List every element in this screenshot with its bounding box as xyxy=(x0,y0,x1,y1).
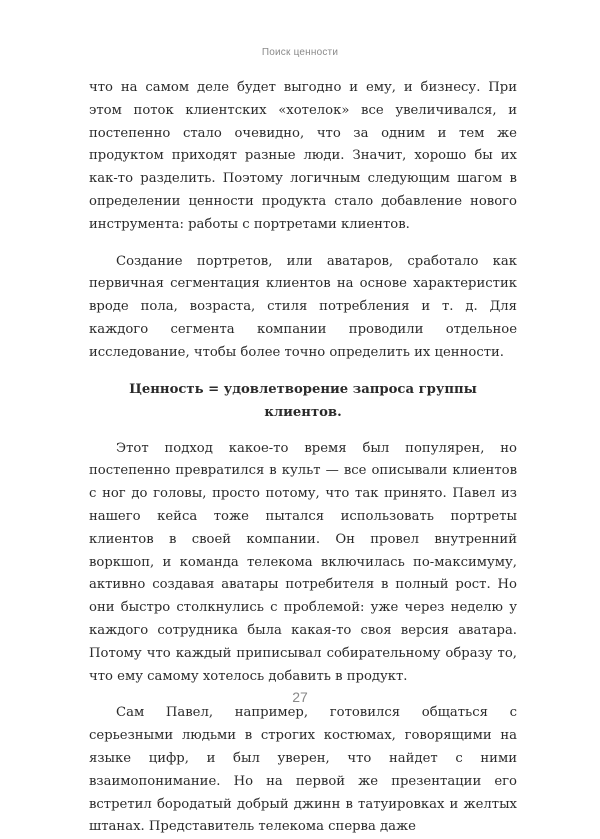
page-number: 27 xyxy=(292,689,308,705)
paragraph-4: Сам Павел, например, готовился общаться с серьезными людьми в строгих костюмах, говорящими на языке цифр, и был уверен, что найдет с ними взаимопонимание. Но на первой же презентации его встретил бородатый добрый джинн в татуировках и желтых штанах. Представитель телекома сперва даже xyxy=(89,705,517,835)
paragraph-3: Этот подход какое-то время был популярен, но постепенно превратился в культ — все описывали клиентов с ног до головы, просто потому, что так принято. Павел из нашего кейса тоже пытался использовать портреты клиентов в своей компании. Он провел внутренний воркшоп, и команда телекома включилась по-максимуму, активно создавая аватары потребителя в полный рост. Но они быстро столкнулись с проблемой: уже через неделю у каждого сотрудника была какая-то своя версия аватара. Потому что каждый приписывал собирательному образу то, что ему самому хотелось добавить в продукт. xyxy=(89,440,517,684)
running-header: Поиск ценности xyxy=(261,47,339,58)
paragraph-1: что на самом деле будет выгодно и ему, и бизнесу. При этом поток клиентских «хотелок» все увеличивался, и постепенно стало очевидно, что за одним и тем же продуктом приходят разные люди. Значит, хорошо бы их как-то разделить. Поэтому логичным следующим шагом в определении ценности продукта стало добавление нового инструмента: работы с портретами клиентов. xyxy=(89,80,517,232)
highlight-statement: Ценность = удовлетворение запроса группы клиентов. xyxy=(129,381,477,420)
page-body xyxy=(89,77,517,839)
paragraph-2: Создание портретов, или аватаров, сработало как первичная сегментация клиентов на основе характеристик вроде пола, возраста, стиля потребления и т. д. Для каждого сегмента компании проводили отдельное исследование, чтобы более точно определить их ценности. xyxy=(89,253,517,360)
